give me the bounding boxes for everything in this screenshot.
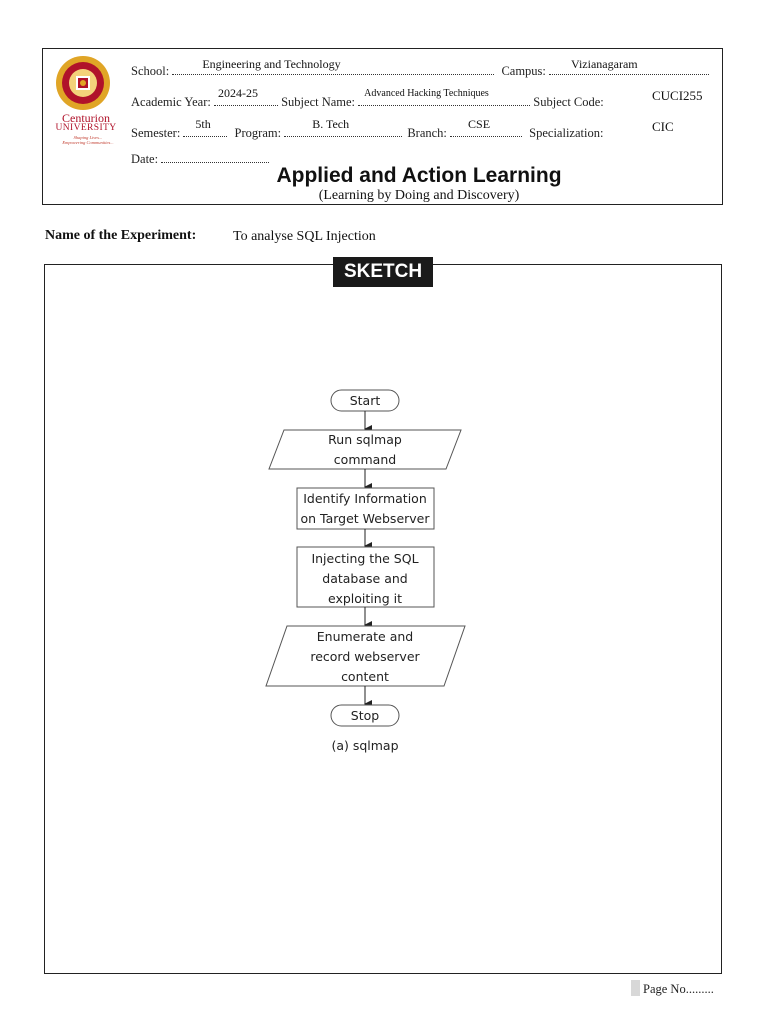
flow-step-identify-line-2: on Target Webserver <box>300 511 430 526</box>
program-label: Program: <box>234 126 282 140</box>
flow-step-identify-information <box>297 488 434 529</box>
campus-label: Campus: <box>501 64 546 78</box>
subject-name-label: Subject Name: <box>281 95 356 109</box>
experiment-name-value: To analyse SQL Injection <box>233 229 376 244</box>
branch-value: CSE <box>468 117 491 131</box>
flow-step-identify-line-1: Identify Information <box>303 491 427 506</box>
flow-step-enumerate <box>266 626 465 686</box>
sketch-label: SKETCH <box>333 257 433 287</box>
flowchart-caption: (a) sqlmap <box>331 738 399 753</box>
subject-code-value: CUCI255 <box>652 88 703 103</box>
academic-year-label: Academic Year: <box>131 95 211 109</box>
academic-year-value: 2024-25 <box>217 86 258 100</box>
date-label: Date: <box>131 152 159 166</box>
flow-step-stop-text: Stop <box>350 708 380 723</box>
page-number-marker <box>631 980 640 996</box>
specialization-label: Specialization: <box>529 126 604 140</box>
page-number-label: Page No......... <box>643 982 714 996</box>
campus-value: Vizianagaram <box>571 57 638 71</box>
page-subtitle: (Learning by Doing and Discovery) <box>318 188 520 203</box>
flow-step-inject-line-2: database and <box>322 571 408 586</box>
semester-label: Semester: <box>131 126 181 140</box>
flow-step-stop <box>331 705 399 726</box>
flow-step-enumerate-line-2: record webserver <box>310 649 420 664</box>
flow-step-inject-sql <box>297 547 434 607</box>
flow-step-enumerate-line-1: Enumerate and <box>316 629 414 644</box>
semester-value: 5th <box>195 117 211 131</box>
subject-name-value: Advanced Hacking Techniques <box>364 88 489 99</box>
flow-step-run-sqlmap <box>269 430 461 469</box>
page-title: Applied and Action Learning <box>276 164 562 187</box>
program-value: B. Tech <box>312 117 350 131</box>
flow-step-inject-line-3: exploiting it <box>328 591 402 606</box>
university-name-main: Centurion <box>62 111 110 125</box>
flow-step-enumerate-line-3: content <box>341 669 389 684</box>
flow-step-inject-line-1: Injecting the SQL <box>311 551 419 566</box>
experiment-name-label: Name of the Experiment: <box>45 228 197 243</box>
page-number <box>631 980 714 997</box>
tagline-line-2: Empowering Communities... <box>62 140 114 145</box>
flow-step-run-sqlmap-line-2: command <box>333 452 397 467</box>
tagline-line-1: Shaping Lives... <box>73 135 103 140</box>
school-value: Engineering and Technology <box>202 57 341 71</box>
flow-step-run-sqlmap-line-1: Run sqlmap <box>328 432 402 447</box>
flow-step-start <box>331 390 399 411</box>
school-label: School: <box>131 64 170 78</box>
flow-step-start-text: Start <box>349 393 381 408</box>
branch-label: Branch: <box>407 126 447 140</box>
specialization-value: CIC <box>652 119 674 134</box>
subject-code-label: Subject Code: <box>533 95 604 109</box>
university-name-sub: UNIVERSITY <box>55 123 117 133</box>
